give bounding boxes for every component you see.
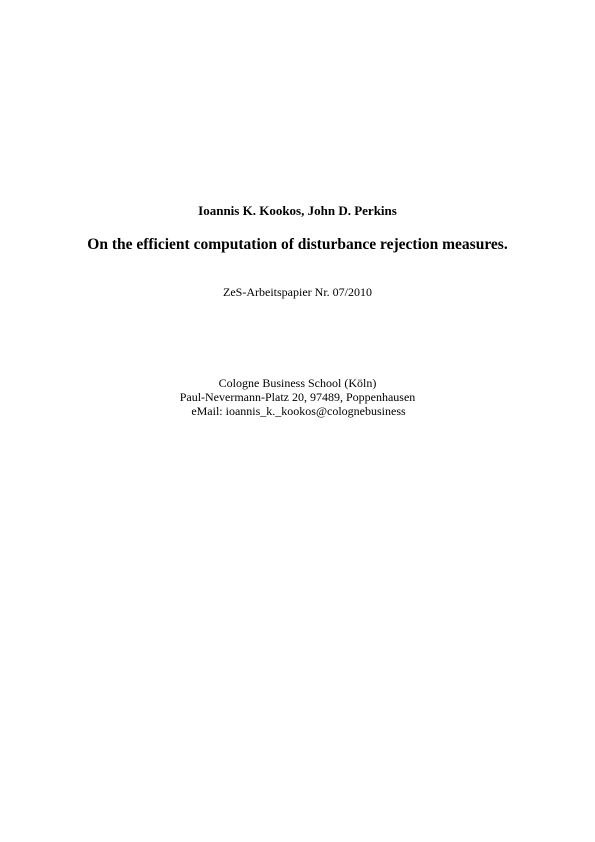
authors-line: Ioannis K. Kookos, John D. Perkins [198,203,397,218]
paper-title: On the efficient computation of disturbance rejection measures. [87,236,508,253]
email-address: eMail: ioannis_k._kookos@colognebusiness [191,404,406,418]
working-paper-number: ZeS-Arbeitspapier Nr. 07/2010 [223,285,372,299]
institution-name: Cologne Business School (Köln) [218,376,377,390]
street-address: Paul-Nevermann-Platz 20, 97489, Poppenhausen [179,390,416,404]
address-block [0,376,595,418]
